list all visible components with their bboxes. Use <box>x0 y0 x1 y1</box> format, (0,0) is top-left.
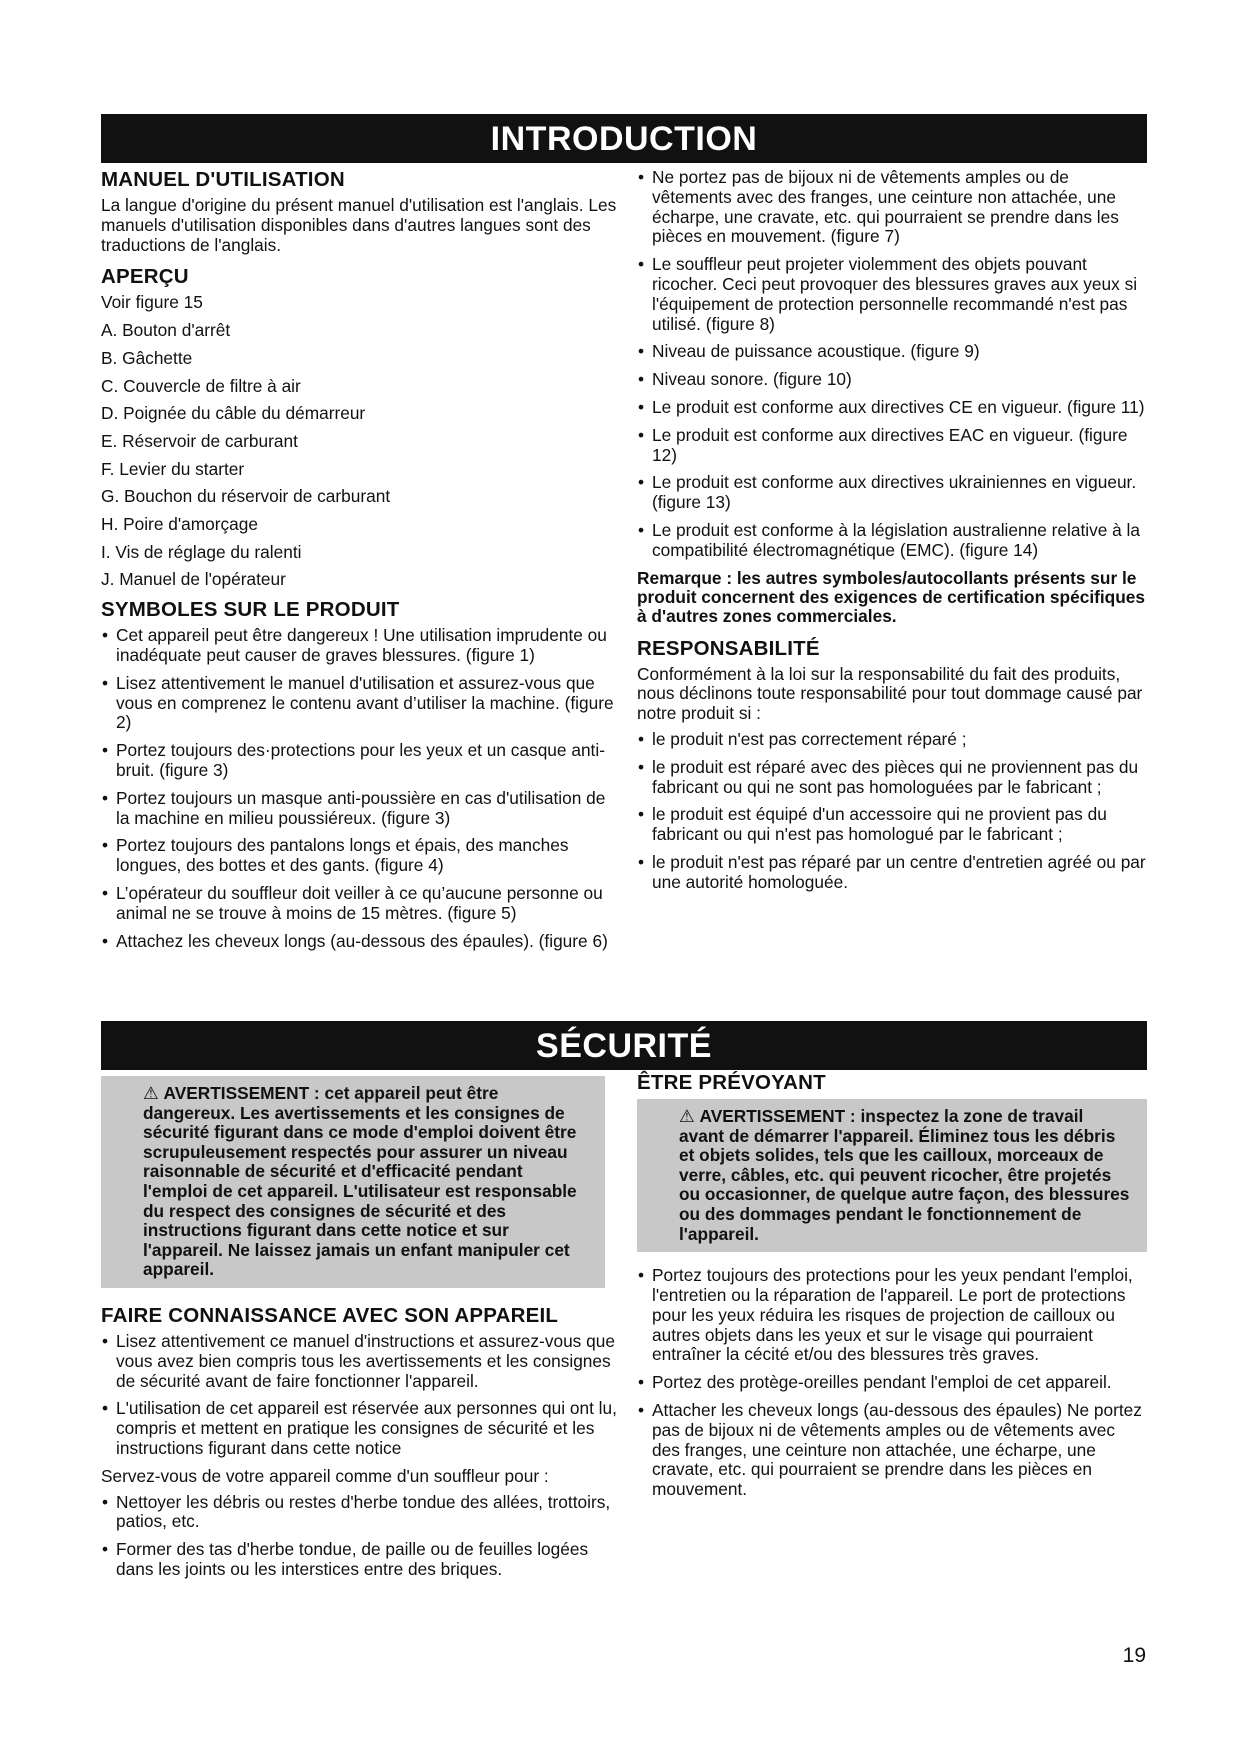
part-item: E. Réservoir de carburant <box>101 430 298 451</box>
use-item: • Former des tas d'herbe tondue, de paille ou de feuilles logées dans les joints ou les interstices entre des briques. <box>101 1540 617 1580</box>
symbol-item: • Le souffleur peut projeter violemment des objets pouvant ricocher. Ceci peut provoquer des blessures graves aux yeux si l'équipement de protection personnelle recommandé n'est pas utilisé. (figure 8) <box>637 255 1147 334</box>
symbol-item: • Cet appareil peut être dangereux ! Une utilisation imprudente ou inadéquate peut causer de graves blessures. (figure 1) <box>101 626 617 666</box>
part-item: J. Manuel de l'opérateur <box>101 569 286 590</box>
remark-note: Remarque : les autres symboles/autocollants présents sur le produit concernent des exigences de certification spécifiques à d'autres zones commerciales. <box>637 567 1146 626</box>
know-item: • L'utilisation de cet appareil est réservée aux personnes qui ont lu, compris et mettent en pratique les consignes de sécurité et les instructions figurant dans cette notice <box>101 1399 617 1458</box>
part-item: B. Gâchette <box>101 347 193 368</box>
use-intro: Servez-vous de votre appareil comme d'un souffleur pour : <box>101 1465 549 1486</box>
symbol-item: • L’opérateur du souffleur doit veiller à ce qu’aucune personne ou animal ne se trouve à moins de 15 mètres. (figure 5) <box>101 884 617 924</box>
responsibility-item: • le produit n'est pas correctement réparé ; <box>637 730 1147 750</box>
apercu-intro: Voir figure 15 <box>101 292 203 313</box>
symbol-item: • Le produit est conforme aux directives ukrainiennes en vigueur. (figure 13) <box>637 473 1147 513</box>
use-list <box>101 1493 617 1580</box>
securite-banner: SÉCURITÉ <box>101 1021 1147 1070</box>
responsibility-heading: RESPONSABILITÉ <box>637 636 820 660</box>
symbol-item: • Le produit est conforme aux directives CE en vigueur. (figure 11) <box>637 398 1147 418</box>
apercu-heading: APERÇU <box>101 265 189 289</box>
manual-text: La langue d'origine du présent manuel d'utilisation est l'anglais. Les manuels d'utilisation disponibles dans d'autres langues sont des traductions de l'anglais. <box>101 195 617 255</box>
prevoyant-heading: ÊTRE PRÉVOYANT <box>637 1071 826 1094</box>
symbol-item: • Le produit est conforme à la législation australienne relative à la compatibilité électromagnétique (EMC). (figure 14) <box>637 521 1147 561</box>
symbol-item: • Niveau de puissance acoustique. (figure 9) <box>637 342 1147 362</box>
use-item: • Nettoyer les débris ou restes d'herbe tondue des allées, trottoirs, patios, etc. <box>101 1493 617 1533</box>
secu-right-column <box>637 1071 1147 1508</box>
intro-left-column <box>101 168 617 959</box>
symbol-item: • Attachez les cheveux longs (au-dessous des épaules). (figure 6) <box>101 932 617 952</box>
symbol-item: • Portez toujours un masque anti-poussière en cas d'utilisation de la machine en milieu poussiéreux. (figure 3) <box>101 789 617 829</box>
symbol-item: • Portez toujours des pantalons longs et épais, des manches longues, des bottes et des gants. (figure 4) <box>101 836 617 876</box>
responsibility-text: Conformément à la loi sur la responsabilité du fait des produits, nous déclinons toute responsabilité pour tout dommage causé par notre produit si : <box>637 663 1143 724</box>
symbol-item: • Ne portez pas de bijoux ni de vêtements amples ou de vêtements avec des franges, une ceinture non attachée, une écharpe, une cravate, etc. qui pourraient se prendre dans les pièces en mouvement. (figure 7) <box>637 168 1147 247</box>
symbols-list-right <box>637 168 1147 561</box>
part-item: D. Poignée du câble du démarreur <box>101 403 366 424</box>
page-number: 19 <box>1122 1644 1146 1667</box>
part-item: H. Poire d'amorçage <box>101 514 258 534</box>
responsibility-item: • le produit est réparé avec des pièces qui ne proviennent pas du fabricant ou qui ne sont pas homologuées par le fabricant ; <box>637 758 1147 798</box>
symbol-item: • Portez toujours des·protections pour les yeux et un casque anti-bruit. (figure 3) <box>101 741 617 781</box>
warning-triangle-icon: ⚠ <box>143 1083 159 1103</box>
warning-text-left: AVERTISSEMENT : cet appareil peut être dangereux. Les avertissements et les consignes de sécurité figurant dans ce mode d'emploi doivent être scrupuleusement respectés pour assurer un niveau raisonnable de sécurité et d'efficacité pendant l'emploi de cet appareil. L'utilisateur est responsable du respect des consignes de sécurité et des instructions figurant dans cette notice et sur l'appareil. Ne laissez jamais un enfant manipuler cet appareil. <box>143 1083 577 1280</box>
warning-box-left <box>101 1076 605 1288</box>
symbol-item: • Lisez attentivement le manuel d'utilisation et assurez-vous que vous en comprenez le contenu avant d’utiliser la machine. (figure 2) <box>101 674 617 733</box>
parts-list <box>101 321 617 590</box>
responsibility-item: • le produit n'est pas réparé par un centre d'entretien agréé ou par une autorité homologuée. <box>637 853 1147 893</box>
symbol-item: • Niveau sonore. (figure 10) <box>637 370 1147 390</box>
part-item: A. Bouton d'arrêt <box>101 320 231 341</box>
prevoyant-item: • Portez toujours des protections pour les yeux pendant l'emploi, l'entretien ou la réparation de l'appareil. Le port de protections pour les yeux réduira les risques de projection de cailloux ou autres objets dans les yeux et sur le visage qui pourraient entraîner la cécité et/ou des blessures très graves. <box>637 1266 1147 1365</box>
part-item: C. Couvercle de filtre à air <box>101 375 301 396</box>
introduction-banner: INTRODUCTION <box>101 114 1147 163</box>
prevoyant-list <box>637 1266 1147 1500</box>
know-item: • Lisez attentivement ce manuel d'instructions et assurez-vous que vous avez bien compris tous les avertissements et les consignes de sécurité avant de faire fonctionner l'appareil. <box>101 1332 617 1391</box>
manual-heading: MANUEL D'UTILISATION <box>101 168 345 191</box>
part-item: I. Vis de réglage du ralenti <box>101 541 302 562</box>
symbols-list-left <box>101 626 617 951</box>
responsibility-item: • le produit est équipé d'un accessoire qui ne provient pas du fabricant ou qui n'est pas homologué par le fabricant ; <box>637 805 1147 845</box>
prevoyant-item: • Attacher les cheveux longs (au-dessous des épaules) Ne portez pas de bijoux ni de vêtements amples ou de vêtements avec des franges, une ceinture non attachée, une écharpe, une cravate, etc. qui pourraient se prendre dans les pièces en mouvement. <box>637 1401 1147 1500</box>
part-item: F. Levier du starter <box>101 458 245 479</box>
warning-text-right: AVERTISSEMENT : inspectez la zone de travail avant de démarrer l'appareil. Éliminez tous les débris et objets solides, tels que les cailloux, morceaux de verre, câbles, etc. qui peuvent ricocher, être projetés ou occasionner, de quelque autre façon, des blessures ou des dommages pendant le fonctionnement de l'appareil. <box>679 1106 1130 1244</box>
know-device-heading: FAIRE CONNAISSANCE AVEC SON APPAREIL <box>101 1303 559 1327</box>
warning-triangle-icon: ⚠ <box>679 1106 695 1126</box>
know-device-list <box>101 1332 617 1459</box>
part-item: G. Bouchon du réservoir de carburant <box>101 486 391 507</box>
secu-left-column <box>101 1076 617 1588</box>
warning-box-right <box>637 1099 1147 1252</box>
symbol-item: • Le produit est conforme aux directives EAC en vigueur. (figure 12) <box>637 426 1147 466</box>
intro-right-column <box>637 168 1147 901</box>
symbols-heading: SYMBOLES SUR LE PRODUIT <box>101 598 400 622</box>
prevoyant-item: • Portez des protège-oreilles pendant l'emploi de cet appareil. <box>637 1373 1147 1393</box>
responsibility-list <box>637 730 1147 893</box>
